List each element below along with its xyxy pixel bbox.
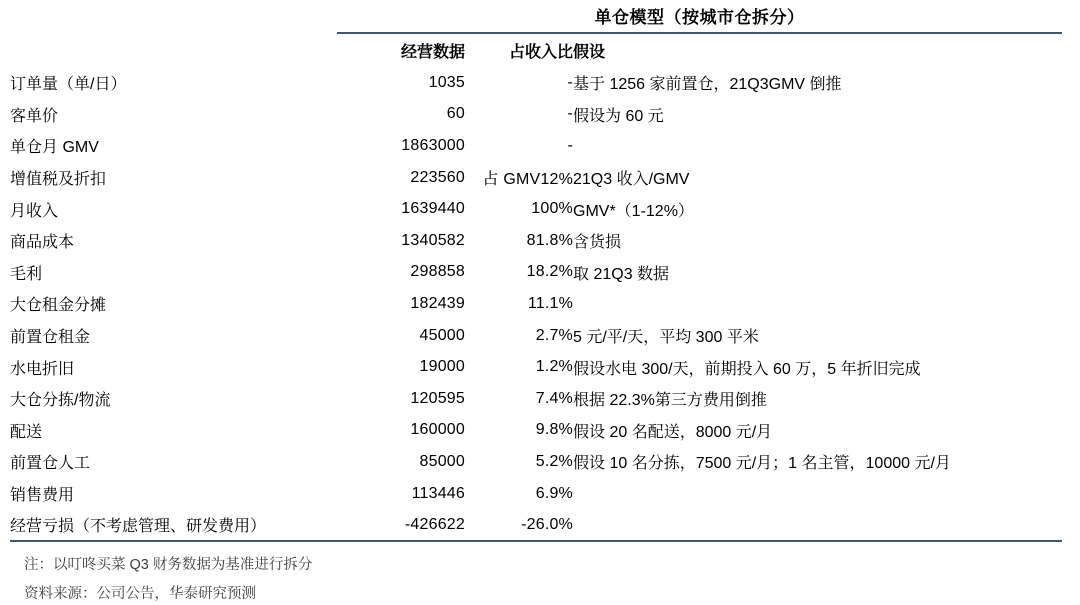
table-row [10,162,1062,194]
table-row [10,99,1062,131]
row-value: 1035 [428,73,465,91]
header-operating-data: 经营数据 [400,44,465,61]
row-assumption [573,130,1062,162]
row-label: 大仓租金分摊 [10,297,107,315]
row-assumption: 5 元/平/天，平均 300 平米 [573,329,759,347]
row-value: 223560 [410,168,465,186]
row-label: 增值税及折扣 [10,171,107,189]
table-row [10,67,1062,99]
row-label: 商品成本 [10,234,75,252]
unit-economics-table [10,34,1062,542]
row-label: 配送 [10,423,43,441]
table-header [10,34,1062,67]
row-ratio: - [567,73,573,91]
source-line: 资料来源：公司公告，华泰研究预测 [24,585,256,602]
row-ratio: -26.0% [521,515,573,533]
row-label: 单仓月 GMV [10,139,99,157]
table-row [10,130,1062,162]
row-label: 经营亏损（不考虑管理、研发费用） [10,518,267,536]
row-ratio: 占 GMV12% [482,171,573,189]
header-assumption: 假设 [573,44,606,61]
row-assumption: 假设 20 名配送，8000 元/月 [573,423,773,441]
row-ratio: 18.2% [526,263,573,281]
row-ratio: 1.2% [535,358,573,376]
row-value: 113446 [411,484,465,502]
row-assumption: 假设水电 300/天，前期投入 60 万，5 年折旧完成 [573,360,921,378]
row-value: 1863000 [401,136,465,154]
row-value: 1639440 [401,200,465,218]
row-assumption: 含货损 [573,234,622,252]
row-label: 客单价 [10,107,59,125]
row-assumption: 假设为 60 元 [573,107,664,125]
row-value: 160000 [410,421,465,439]
row-label: 订单量（单/日） [10,76,127,94]
table-row [10,351,1062,383]
row-ratio: 5.2% [535,452,573,470]
row-ratio: 2.7% [535,326,573,344]
row-value: 182439 [410,294,465,312]
header-revenue-ratio: 占收入比 [508,44,573,61]
table-row [10,225,1062,257]
row-value: 298858 [410,263,465,281]
row-ratio: - [567,105,573,123]
table-row [10,478,1062,510]
table-body [10,67,1062,541]
table-title: 单仓模型（按城市仓拆分） [337,0,1062,34]
row-value: 1340582 [401,231,465,249]
row-assumption: 21Q3 收入/GMV [573,171,690,189]
row-ratio: 9.8% [535,421,573,439]
table-row [10,446,1062,478]
row-assumption [573,478,1062,510]
row-ratio: 100% [531,200,573,218]
row-assumption: 基于 1256 家前置仓，21Q3GMV 倒推 [573,76,842,94]
row-value: 19000 [419,358,465,376]
row-label: 毛利 [10,265,43,283]
row-label: 水电折旧 [10,360,75,378]
footnotes [24,551,1062,605]
table-row [10,288,1062,320]
table-area [10,0,1062,605]
row-ratio: 6.9% [535,484,573,502]
row-label: 月收入 [10,202,59,220]
table-row [10,320,1062,352]
header-row [10,34,1062,67]
row-assumption: GMV*（1-12%） [573,202,694,220]
row-label: 大仓分拣/物流 [10,392,111,410]
note-line: 注：以叮咚买菜 Q3 财务数据为基准进行拆分 [24,556,313,573]
row-ratio: 7.4% [535,389,573,407]
table-row [10,415,1062,447]
row-ratio: 81.8% [526,231,573,249]
row-assumption: 取 21Q3 数据 [573,265,670,283]
row-assumption: 假设 10 名分拣，7500 元/月；1 名主管，10000 元/月 [573,455,951,473]
row-assumption [573,288,1062,320]
table-row [10,193,1062,225]
row-value: 85000 [419,452,465,470]
table-row [10,509,1062,541]
row-value: 120595 [410,389,465,407]
row-value: 45000 [419,326,465,344]
table-row [10,383,1062,415]
row-value: -426622 [404,515,465,533]
row-ratio: 11.1% [527,294,573,312]
row-label: 前置仓人工 [10,455,91,473]
header-label-column [10,34,345,67]
row-ratio: - [567,136,573,154]
row-assumption [573,509,1062,541]
row-label: 前置仓租金 [10,329,91,347]
row-label: 销售费用 [10,487,75,505]
table-row [10,257,1062,289]
row-assumption: 根据 22.3%第三方费用倒推 [573,392,767,410]
row-value: 60 [446,105,465,123]
